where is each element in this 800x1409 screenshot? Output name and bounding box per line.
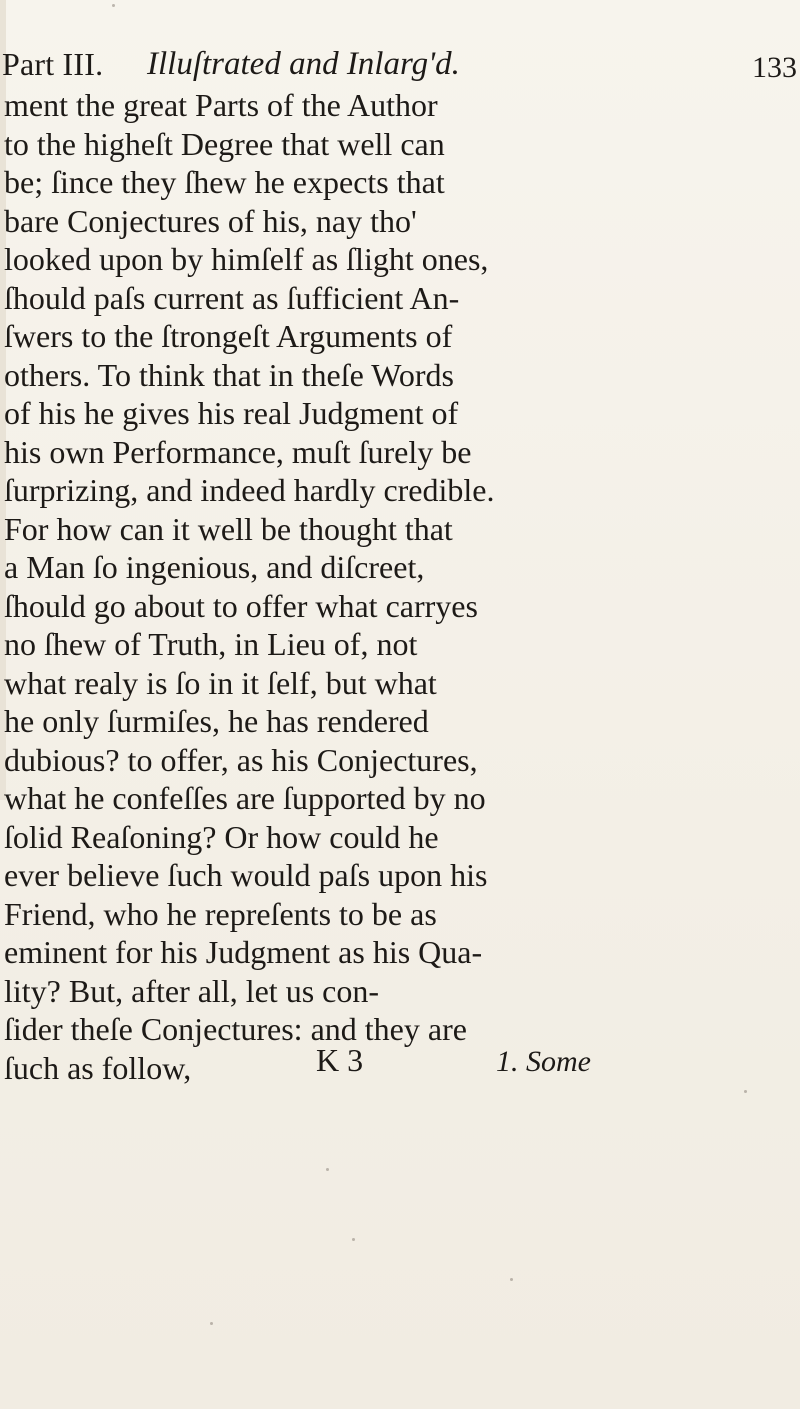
text-line: ſuch as follow,: [4, 1049, 192, 1086]
header-part: Part III.: [2, 46, 104, 82]
body-text: [0, 86, 792, 1087]
text-line: bare Conjectures of his, nay tho': [4, 202, 417, 239]
header-title: Illuſtrated and Inlarg'd.: [147, 46, 460, 82]
text-line: looked upon by himſelf as ſlight ones,: [4, 241, 489, 277]
text-line: what realy is ſo in it ſelf, but what: [4, 664, 437, 701]
page-footer: [0, 1040, 800, 1080]
text-line: what he confeſſes are ſupported by no: [4, 780, 486, 816]
text-line: ſider theſe Conjectures: and they are: [4, 1011, 467, 1047]
text-line: dubious? to offer, as his Conjectures,: [4, 741, 478, 778]
text-line: ſhould go about to offer what carryes: [4, 587, 478, 624]
paper-speck: [210, 1322, 213, 1325]
text-line: lity? But, after all, let us con-: [4, 972, 379, 1009]
text-line: eminent for his Judgment as his Qua-: [4, 934, 483, 970]
text-line: be; ſince they ſhew he expects that: [4, 164, 445, 200]
text-line: ever believe ſuch would paſs upon his: [4, 857, 488, 893]
paper-speck: [112, 4, 115, 7]
signature-mark: K 3: [316, 1042, 364, 1078]
text-line: ment the great Parts of the Author: [4, 87, 438, 123]
text-line: no ſhew of Truth, in Lieu of, not: [4, 626, 418, 662]
text-line: of his he gives his real Judgment of: [4, 395, 459, 431]
page-number: 133: [752, 51, 797, 84]
text-line: ſhould paſs current as ſufficient An-: [4, 279, 460, 316]
text-line: his own Performance, muſt ſurely be: [4, 433, 472, 470]
text-line: ſwers to the ſtrongeſt Arguments of: [4, 318, 453, 354]
text-line: to the higheſt Degree that well can: [4, 125, 445, 162]
text-line: a Man ſo ingenious, and diſcreet,: [4, 549, 425, 585]
text-line: Friend, who he repreſents to be as: [4, 895, 437, 932]
paper-speck: [510, 1278, 513, 1281]
text-line: ſurprizing, and indeed hardly credible.: [4, 472, 495, 508]
paper-speck: [744, 1090, 747, 1093]
text-line: others. To think that in theſe Words: [4, 356, 454, 393]
text-line: For how can it well be thought that: [4, 510, 453, 547]
text-line: ſolid Reaſoning? Or how could he: [4, 818, 439, 855]
paper-speck: [326, 1168, 329, 1171]
paper-speck: [352, 1238, 355, 1241]
catchword: 1. Some: [496, 1045, 591, 1078]
text-line: he only ſurmiſes, he has rendered: [4, 703, 429, 739]
